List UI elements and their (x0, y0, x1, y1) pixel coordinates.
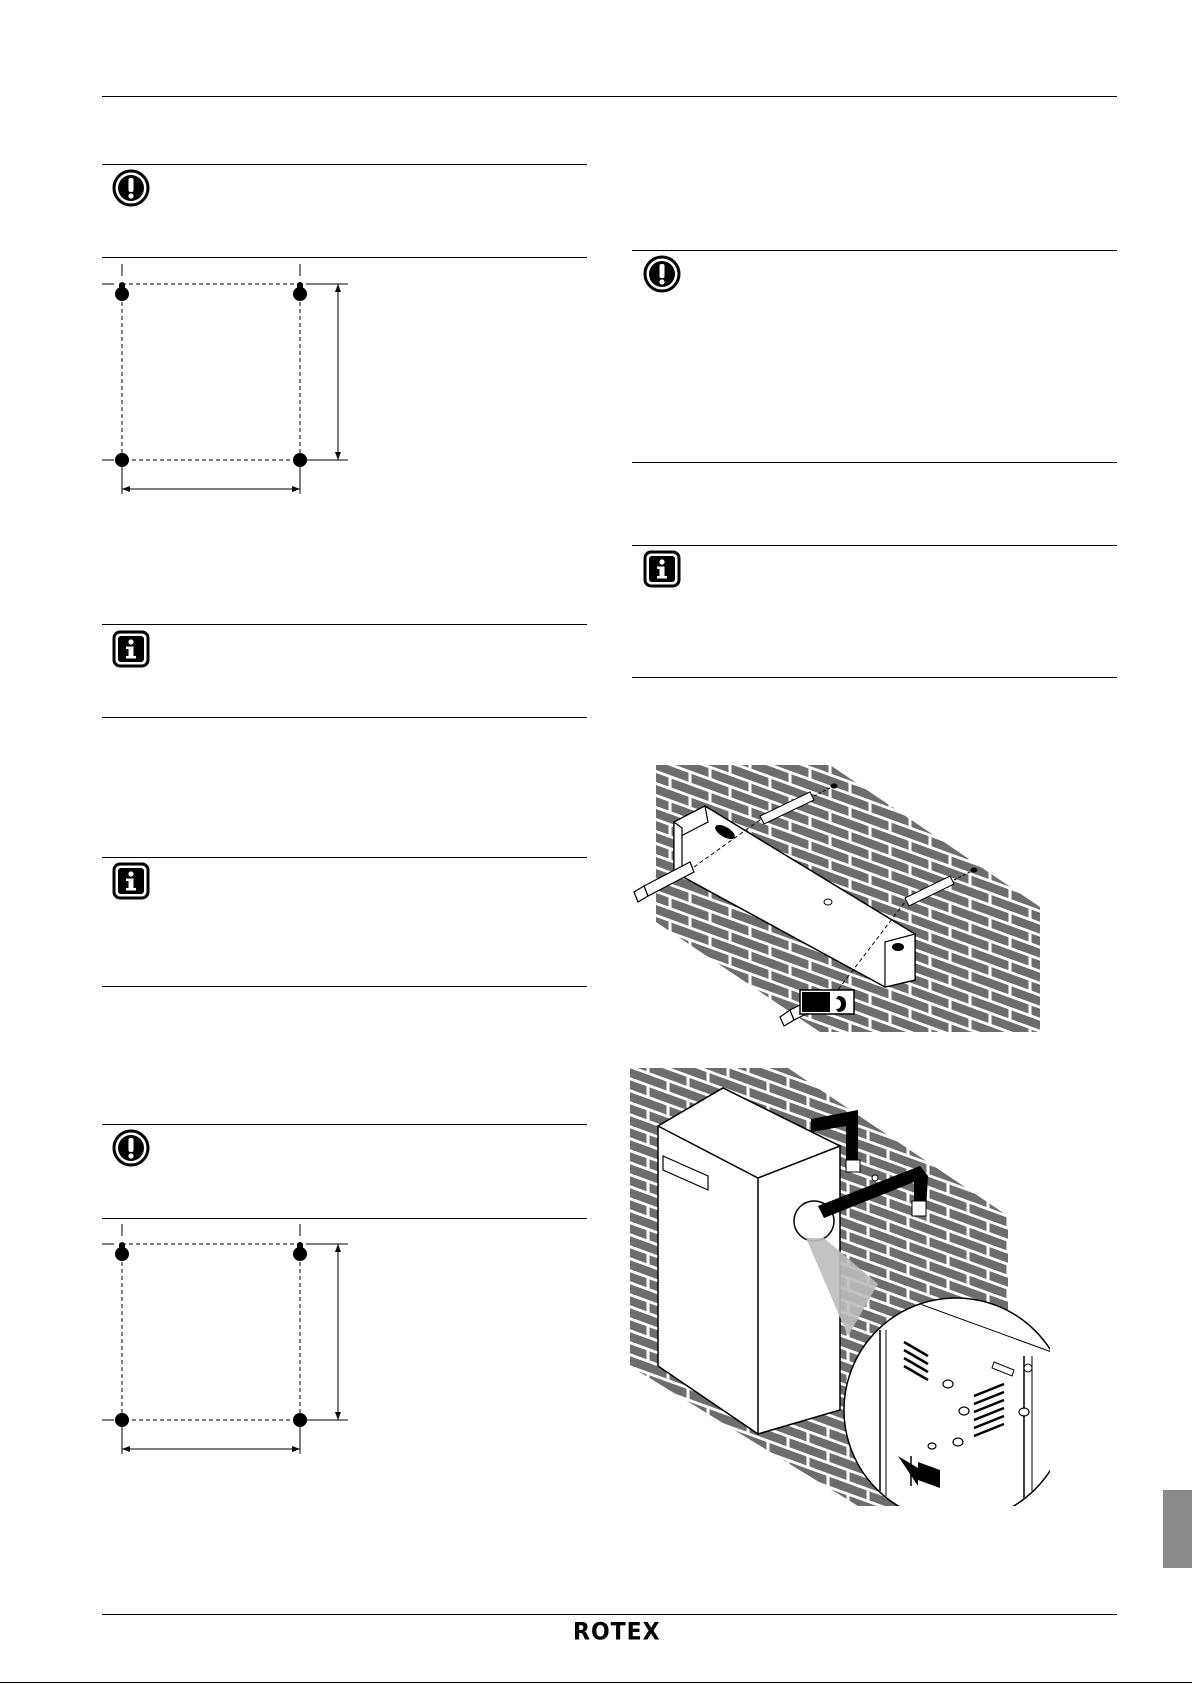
keyhole-top-right (293, 282, 307, 301)
info-box-1-top-rule (102, 624, 587, 625)
info-icon (110, 860, 152, 902)
warning-box-1-bottom-rule (102, 257, 587, 258)
unit-hanging-illustration (628, 1066, 1050, 1506)
indoor-unit-housing (658, 1088, 840, 1434)
info-box-2-bottom-rule (102, 986, 587, 987)
rotex-logo: ROTEX (573, 1618, 661, 1647)
exclamation-warning-icon (110, 1127, 152, 1169)
warning-box-3-top-rule (632, 250, 1117, 251)
hole-bottom-right (293, 453, 307, 467)
info-box-3-bottom-rule (632, 677, 1117, 678)
hole-bottom-left (115, 453, 129, 467)
info-box-2-top-rule (102, 857, 587, 858)
info-icon (110, 628, 152, 670)
keyhole-top-left (115, 1242, 129, 1261)
header-rule (102, 96, 1117, 97)
info-box-3-top-rule (632, 545, 1117, 546)
info-icon (641, 548, 683, 590)
mounting-hole-diagram-2 (102, 1222, 362, 1457)
wrench-icon (800, 990, 854, 1014)
exclamation-warning-icon (641, 253, 683, 295)
info-box-1-bottom-rule (102, 717, 587, 718)
footer-rule (102, 1614, 1117, 1615)
hole-bottom-left (115, 1413, 129, 1427)
bottom-edge-rule (0, 1682, 1192, 1683)
warning-box-1-top-rule (102, 164, 587, 165)
warning-box-2-top-rule (102, 1124, 587, 1125)
hole-bottom-right (293, 1413, 307, 1427)
mounting-hole-diagram-1 (102, 262, 362, 497)
exclamation-warning-icon (110, 167, 152, 209)
chapter-side-tab (1163, 1490, 1192, 1568)
wall-bracket-mounting-illustration (630, 762, 1045, 1037)
keyhole-top-right (293, 1242, 307, 1261)
warning-box-2-bottom-rule (102, 1218, 587, 1219)
keyhole-top-left (115, 282, 129, 301)
warning-box-3-bottom-rule (632, 462, 1117, 463)
